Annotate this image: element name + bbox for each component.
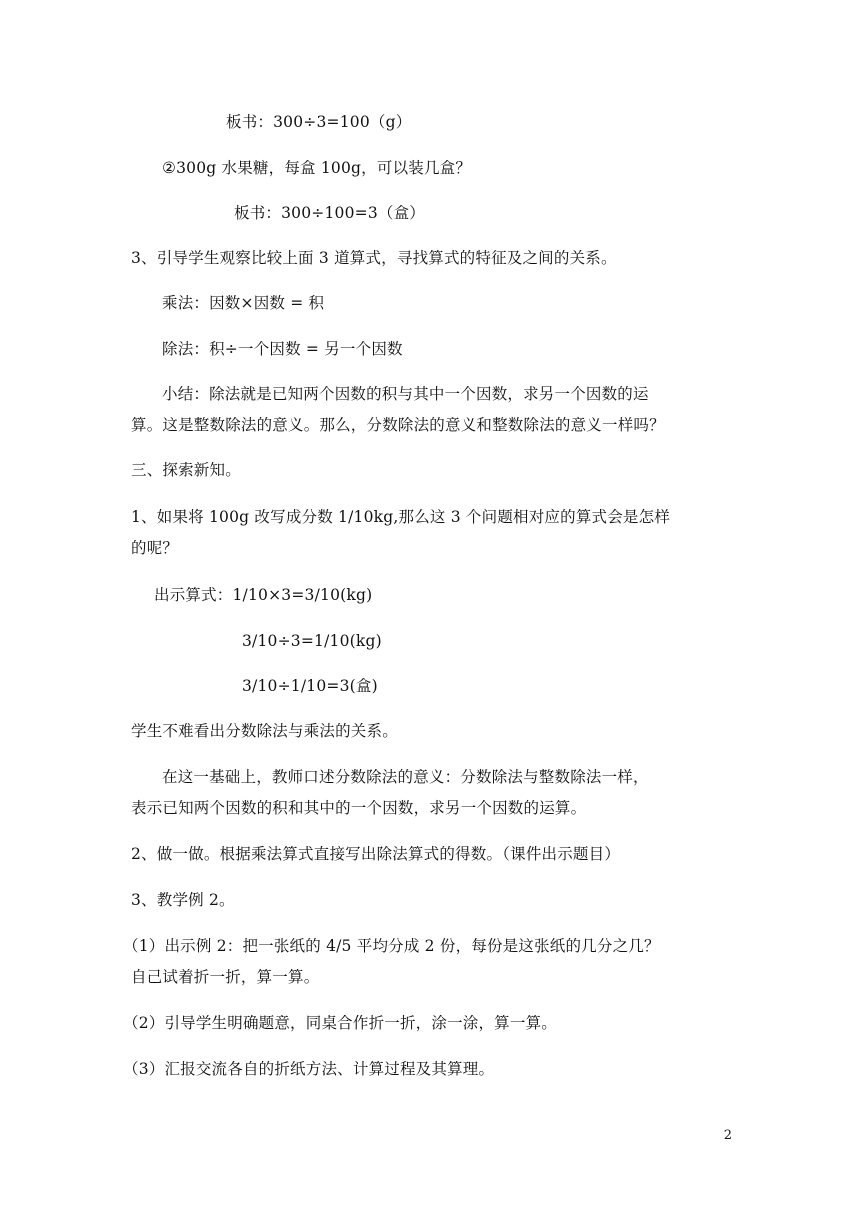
formula-line-1: 出示算式：1/10×3=3/10(kg)	[154, 586, 373, 604]
formula-line-2: 3/10÷3=1/10(kg)	[242, 632, 382, 650]
summary-line-2: 算。这是整数除法的意义。那么，分数除法的意义和整数除法的意义一样吗？	[131, 416, 665, 434]
example-2-line-1: （1）出示例 2：把一张纸的 4/5 平均分成 2 份，每份是这张纸的几分之几？	[123, 937, 660, 955]
step-3-example-line: 3、教学例 2。	[131, 891, 235, 909]
step-2-line: 2、做一做。根据乘法算式直接写出除法算式的得数。（课件出示题目）	[131, 845, 621, 863]
section-heading-3: 三、探索新知。	[131, 461, 241, 479]
report-line: （3）汇报交流各自的折纸方法、计算过程及其算理。	[123, 1060, 495, 1078]
step-3-line: 3、引导学生观察比较上面 3 道算式，寻找算式的特征及之间的关系。	[131, 249, 617, 267]
formula-line-3: 3/10÷1/10=3(盒)	[242, 677, 378, 695]
teacher-explanation-line-2: 表示已知两个因数的积和其中的一个因数，求另一个因数的运算。	[131, 799, 587, 817]
board-note-line-1: 板书：300÷3=100（g）	[226, 113, 412, 131]
example-2-line-2: 自己试着折一折，算一算。	[131, 968, 320, 986]
question-2-line: ②300g 水果糖，每盒 100g，可以装几盒？	[162, 159, 472, 177]
board-note-line-2: 板书：300÷100=3（盒）	[234, 204, 426, 222]
division-rule-line: 除法：积÷一个因数 = 另一个因数	[162, 340, 403, 358]
observation-line: 学生不难看出分数除法与乘法的关系。	[131, 722, 398, 740]
teacher-explanation-line-1: 在这一基础上，教师口述分数除法的意义：分数除法与整数除法一样，	[162, 768, 649, 786]
multiplication-rule-line: 乘法：因数×因数 = 积	[162, 294, 325, 312]
step-1-line-1: 1、如果将 100g 改写成分数 1/10kg,那么这 3 个问题相对应的算式会是怎样	[131, 508, 671, 526]
summary-line-1: 小结：除法就是已知两个因数的积与其中一个因数，求另一个因数的运	[162, 385, 649, 403]
guide-line: （2）引导学生明确题意，同桌合作折一折，涂一涂，算一算。	[123, 1014, 557, 1032]
step-1-line-2: 的呢？	[131, 539, 179, 557]
page-number: 2	[723, 1128, 732, 1143]
